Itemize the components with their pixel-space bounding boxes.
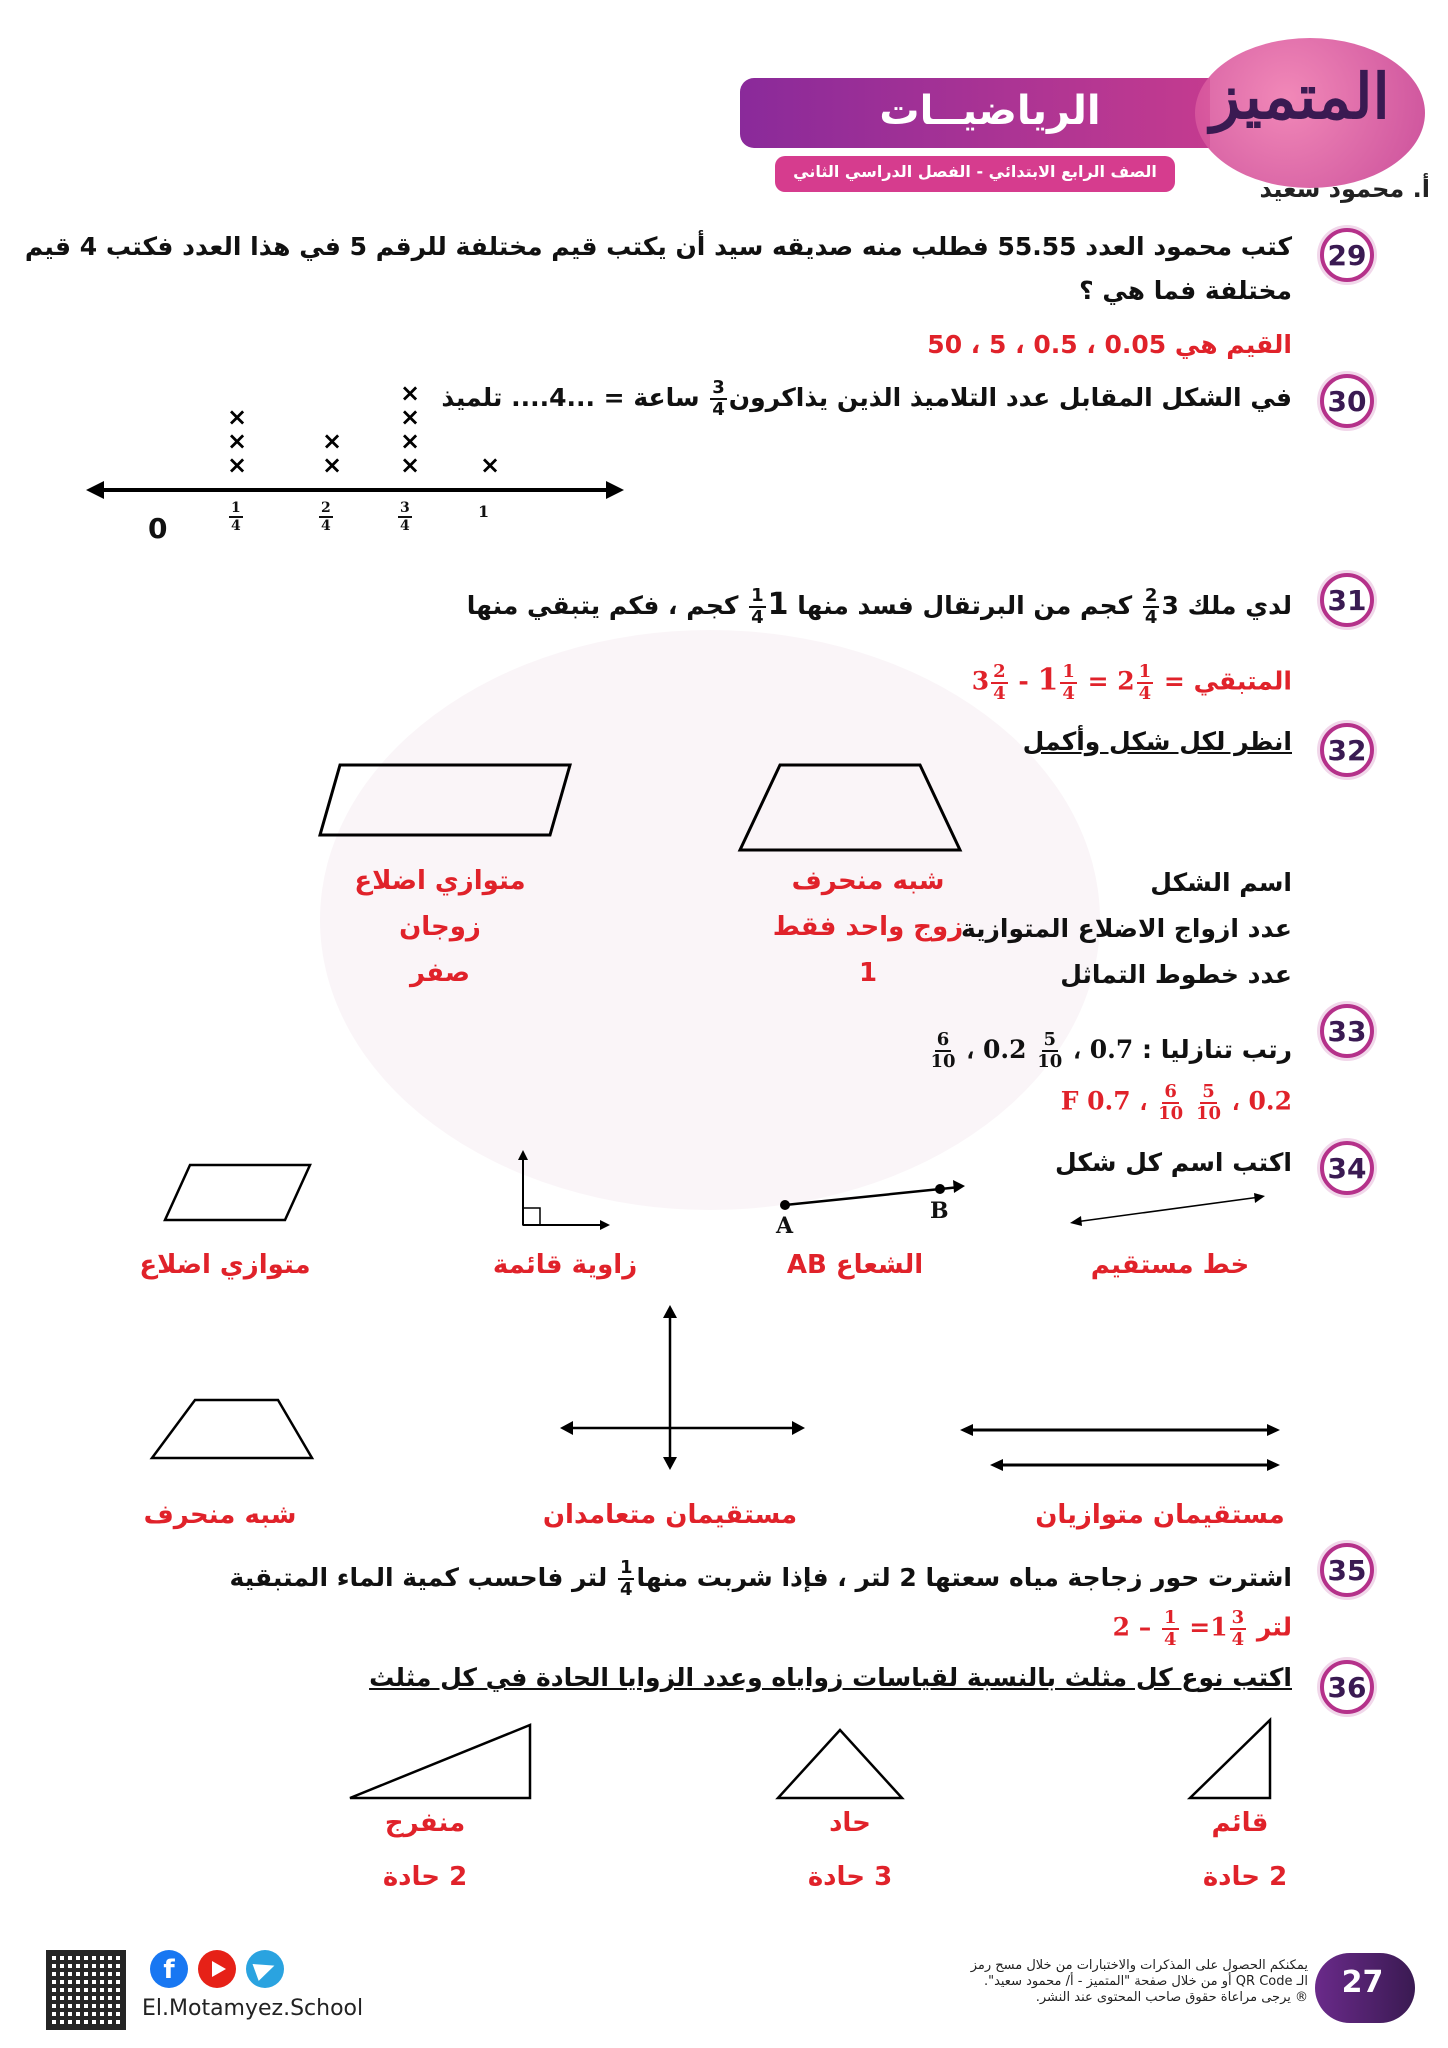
- q29-line1: كتب محمود العدد 55.55 فطلب منه صديقه سيد أن يكتب قيم مختلفة للرقم 5 في هذا العدد فكتب 4 قيم: [24, 232, 1292, 261]
- question-number-32: 32: [1320, 723, 1374, 777]
- q29-answer: القيم هي 0.05 ، 0.5 ، 5 ، 50: [927, 330, 1292, 359]
- plot-zero-label: 0: [148, 512, 168, 545]
- trapezoid-shape: [740, 765, 960, 850]
- plot-mark: ×: [399, 379, 421, 407]
- obtuse-triangle: [350, 1725, 530, 1798]
- label-ray-ab: الشعاع AB: [786, 1250, 924, 1280]
- footer-notes: [888, 1958, 1308, 2006]
- q32-shapes: [300, 750, 1000, 860]
- grade-text: الصف الرابع الابتدائي - الفصل الدراسي الثاني: [793, 162, 1157, 181]
- q30-text-before: في الشكل المقابل عدد التلاميذ الذين يذاكرون: [728, 383, 1292, 412]
- label-trapezoid: شبه منحرف: [143, 1500, 297, 1530]
- plot-mark: ×: [321, 451, 343, 479]
- q32-row-label-pairs: عدد ازواج الاضلاع المتوازية: [960, 914, 1292, 943]
- straight-line: [1075, 1197, 1260, 1222]
- question-number-29: 29: [1320, 228, 1374, 282]
- q34-figures-row2: [140, 1300, 1290, 1480]
- parallelogram-name: متوازي اضلاع: [354, 866, 526, 896]
- q32-row-label-name: اسم الشكل: [1150, 868, 1292, 897]
- q34-title: اكتب اسم كل شكل: [1055, 1148, 1292, 1177]
- question-number-36: 36: [1320, 1660, 1374, 1714]
- footer-note-3: ® يرجى مراعاة حقوق صاحب المحتوى عند النشر.: [1035, 1990, 1308, 2005]
- question-number-31: 31: [1320, 573, 1374, 627]
- parallelogram-symmetry: صفر: [409, 958, 470, 988]
- plot-tick-label-1-4: $\frac{1}{4}$: [231, 500, 241, 534]
- q34-parallelogram-shape: [165, 1165, 310, 1220]
- brand-logo: المتميز: [1210, 60, 1390, 133]
- plot-mark: ×: [399, 403, 421, 431]
- label-parallelogram: متوازي اضلاع: [139, 1250, 311, 1280]
- question-number-30: 30: [1320, 374, 1374, 428]
- plot-mark: ×: [479, 451, 501, 479]
- q34-figures-row1: [140, 1140, 1290, 1250]
- page-number: 27: [1341, 1965, 1384, 2000]
- parallelogram-pairs: زوجان: [399, 912, 481, 942]
- triangle-type-acute: حاد: [829, 1808, 871, 1838]
- q32-title: انظر لكل شكل وأكمل: [1022, 727, 1292, 756]
- plot-tick-label-2-4: $\frac{2}{4}$: [321, 500, 331, 534]
- plot-mark: ×: [321, 427, 343, 455]
- plot-mark: ×: [399, 427, 421, 455]
- trapezoid-name: شبه منحرف: [791, 866, 945, 896]
- plot-mark: ×: [399, 451, 421, 479]
- point-b: [935, 1184, 945, 1194]
- q34-trapezoid-shape: [152, 1400, 312, 1458]
- q36-title: اكتب نوع كل مثلث بالنسبة لقياسات زواياه وعدد الزوايا الحادة في كل مثلث: [369, 1663, 1292, 1692]
- question-number-33: 33: [1320, 1004, 1374, 1058]
- triangle-type-right: قائم: [1211, 1808, 1269, 1838]
- plot-mark: ×: [226, 451, 248, 479]
- q31-answer: المتبقي = 3 $\frac{2}{4}$ - 1 $\frac{1}{4}$ = 2 $\frac{1}{4}$: [971, 661, 1292, 704]
- header-banner: [740, 78, 1240, 198]
- youtube-icon[interactable]: [198, 1950, 236, 1988]
- q30-text-after: ساعة = ...4.... تلميذ: [441, 383, 700, 412]
- point-b-label: B: [930, 1198, 949, 1224]
- question-number-35: 35: [1320, 1543, 1374, 1597]
- number-line-arrow-right: [606, 481, 624, 499]
- plot-tick-label-1: 1: [478, 502, 490, 521]
- website-link[interactable]: El.Motamyez.School: [142, 1996, 364, 2021]
- triangle-acute-count-right: 2 حادة: [1202, 1862, 1288, 1892]
- label-straight-line: خط مستقيم: [1090, 1250, 1250, 1280]
- teacher-name: أ. محمود سعيد: [1259, 175, 1430, 203]
- number-line-arrow-left: [86, 481, 104, 499]
- label-perpendicular-lines: مستقيمان متعامدان: [542, 1500, 798, 1530]
- triangle-type-obtuse: منفرج: [384, 1808, 466, 1838]
- plot-mark: ×: [226, 403, 248, 431]
- acute-triangle: [778, 1730, 902, 1798]
- right-triangle: [1190, 1720, 1270, 1798]
- subject-title: الرياضيــات: [879, 88, 1101, 134]
- point-a-label: A: [776, 1213, 794, 1239]
- footer-note-1: يمكنكم الحصول على المذكرات والاختبارات من خلال مسح رمز: [970, 1958, 1308, 1973]
- plot-mark: ×: [226, 427, 248, 455]
- label-right-angle: زاوية قائمة: [492, 1250, 638, 1280]
- trapezoid-pairs: زوج واحد فقط: [772, 912, 964, 942]
- q33-answer: 0.2 ، $\frac{5}{10}$ $\frac{6}{10}$ ، 0.7 F: [1060, 1081, 1292, 1124]
- question-number-34: 34: [1320, 1141, 1374, 1195]
- telegram-icon[interactable]: [246, 1950, 284, 1988]
- qr-code[interactable]: [46, 1950, 126, 2030]
- right-angle-marker: [523, 1208, 540, 1225]
- footer-note-2: الـ QR Code أو من خلال صفحة "المتميز - أ/ محمود سعيد".: [983, 1974, 1308, 1989]
- q33-question: رتب تنازليا : 0.7 ، $\frac{5}{10}$ 0.2 ، $\frac{6}{10}$: [930, 1029, 1292, 1072]
- point-a: [780, 1200, 790, 1210]
- q31-text: لدي ملك 3 $\frac{2}{4}$ كجم من البرتقال فسد منها 1 $\frac{1}{4}$ كجم ، فكم يتبقي منها: [466, 585, 1292, 628]
- q29-line2: مختلفة فما هي ؟: [1079, 276, 1292, 305]
- label-parallel-lines: مستقيمان متوازيان: [1035, 1500, 1285, 1530]
- q35-text: اشترت حور زجاجة مياه سعتها 2 لتر ، فإذا شربت منها $\frac{1}{4}$ لتر فاحسب كمية الماء المتبقية: [229, 1557, 1292, 1600]
- trapezoid-symmetry: 1: [858, 958, 878, 988]
- q35-answer: لتر 2 – $\frac{1}{4}$ =1 $\frac{3}{4}$: [1112, 1607, 1292, 1650]
- q36-triangles: [330, 1710, 1300, 1810]
- facebook-icon[interactable]: f: [150, 1950, 188, 1988]
- triangle-acute-count-acute: 3 حادة: [807, 1862, 893, 1892]
- q30-fraction: $\frac{3}{4}$: [712, 377, 725, 420]
- triangle-acute-count-obtuse: 2 حادة: [382, 1862, 468, 1892]
- parallelogram-shape: [320, 765, 570, 835]
- q32-row-label-symmetry: عدد خطوط التماثل: [1060, 960, 1292, 989]
- plot-tick-label-3-4: $\frac{3}{4}$: [400, 500, 410, 534]
